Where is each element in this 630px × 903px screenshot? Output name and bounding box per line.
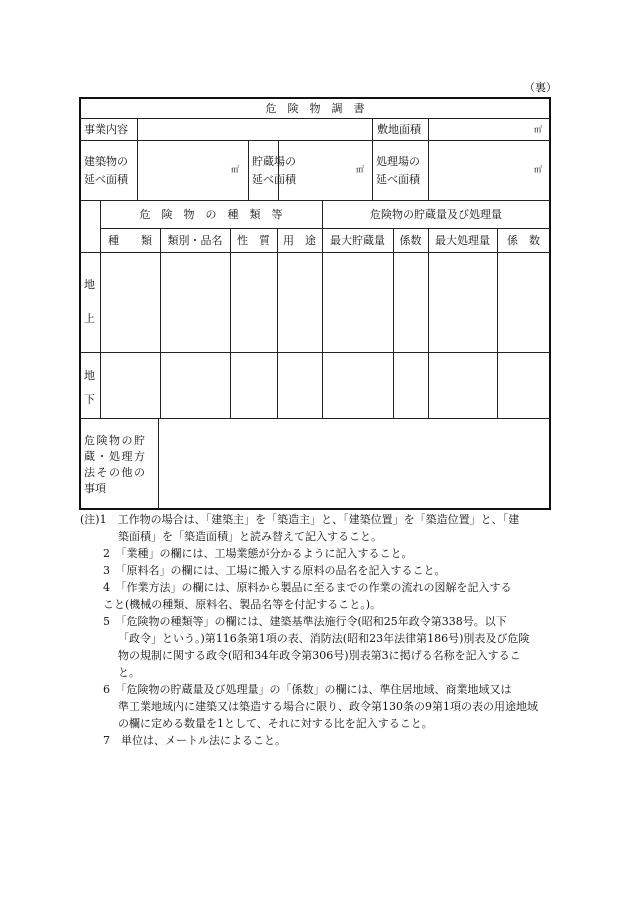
note-line: 準工業地域内に建築又は築造する場合に限り、政令第130条の9第1項の表の用途地域 xyxy=(118,700,538,713)
below-ground-label-1: 地 xyxy=(84,369,95,382)
col-category-item: 類別・品名 xyxy=(167,234,223,247)
rule-under-title xyxy=(80,118,550,119)
table-border-top xyxy=(79,97,551,99)
rule-r2-c xyxy=(278,140,279,200)
rule-under-group-headers xyxy=(100,228,550,229)
note-line: 築面積」を「築造面積」と読み替えて記入すること。 xyxy=(118,530,382,543)
note-line: こと(機械の種類、原料名、製品名等を付記すること。)。 xyxy=(103,598,382,611)
rule-t-c7 xyxy=(497,228,498,418)
rule-under-row2 xyxy=(80,200,550,201)
table-border-right xyxy=(549,97,551,510)
other-matters-label-1: 危険物の貯 xyxy=(84,434,147,447)
rule-t-c3 xyxy=(277,228,278,418)
rule-under-below-ground xyxy=(80,418,550,419)
note-line: 3 「原料名」の欄には、工場に搬入する原料の品名を記入すること。 xyxy=(103,564,446,577)
note-line: 6 「危険物の貯蔵量及び処理量」の「係数」の欄には、準住居地域、商業地域又は xyxy=(103,683,512,696)
rule-other xyxy=(158,418,159,509)
storage-area-unit: ㎡ xyxy=(356,165,364,174)
rule-under-column-headers xyxy=(80,252,550,253)
col-use: 用 途 xyxy=(283,234,316,247)
col-type: 種 類 xyxy=(108,234,152,247)
rule-r2-b xyxy=(248,140,249,200)
above-ground-label-2: 上 xyxy=(84,312,95,325)
other-matters-label-4: 事項 xyxy=(84,482,106,495)
other-matters-label-3: 法その他の xyxy=(84,466,147,479)
note-line: 物の規制に関する政令(昭和34年政令第306号)別表第3に掲げる名称を記入するこ xyxy=(118,649,521,662)
col-processing-coefficient: 係 数 xyxy=(507,234,540,247)
note-line: 4 「作業方法」の欄には、原料から製品に至るまでの作業の流れの図解を記入する xyxy=(103,581,512,594)
rule-r1-b xyxy=(372,118,373,140)
rule-r2-e xyxy=(428,140,429,200)
col-property: 性 質 xyxy=(237,234,270,247)
form-title: 危 険 物 調 書 xyxy=(265,102,365,115)
note-line: (注)1 工作物の場合は、「建築主」を「築造主」と、「建築位置」を「築造位置」と、「建 xyxy=(80,513,520,526)
note-line: 「政令」という。)第116条第1項の表、消防法(昭和23年法律第186号)別表及び危険 xyxy=(118,632,530,645)
page-side-label: （裏） xyxy=(524,81,557,94)
rule-r1-c xyxy=(428,118,429,140)
rule-r1-a xyxy=(137,118,138,140)
processing-area-unit: ㎡ xyxy=(534,165,542,174)
site-area-label: 敷地面積 xyxy=(377,123,421,136)
col-storage-coefficient: 係数 xyxy=(399,234,422,247)
storage-floor-area-label-2: 延べ面積 xyxy=(252,173,296,186)
note-line: 5 「危険物の種類等」の欄には、建築基準法施行令(昭和25年政令第338号。以下 xyxy=(103,615,507,628)
rule-under-above-ground xyxy=(80,352,550,353)
storage-processing-group-header: 危険物の貯蔵量及び処理量 xyxy=(370,208,502,221)
note-line: の欄に定める数量を1として、それに対する比を記入すること。 xyxy=(118,717,433,730)
rule-t-c5 xyxy=(393,228,394,418)
below-ground-label-2: 下 xyxy=(84,393,95,406)
col-max-storage: 最大貯蔵量 xyxy=(330,234,385,247)
building-area-unit: ㎡ xyxy=(231,165,239,174)
rule-t-c2 xyxy=(230,228,231,418)
hazard-type-group-header: 危 険 物 の 種 類 等 xyxy=(139,208,283,221)
col-max-processing: 最大処理量 xyxy=(435,234,490,247)
table-border-bottom xyxy=(79,508,551,510)
processing-floor-area-label-1: 処理場の xyxy=(376,155,420,168)
rule-r2-a xyxy=(137,140,138,200)
note-line: 7 単位は、メートル法によること。 xyxy=(103,734,286,747)
building-floor-area-label-1: 建築物の xyxy=(84,155,128,168)
rule-t-side xyxy=(100,200,101,418)
storage-floor-area-label-1: 貯蔵場の xyxy=(252,155,296,168)
note-line: 2 「業種」の欄には、工場業態が分かるように記入すること。 xyxy=(103,547,413,560)
business-content-label: 事業内容 xyxy=(84,123,128,136)
processing-floor-area-label-2: 延べ面積 xyxy=(376,173,420,186)
rule-r2-d xyxy=(372,140,373,200)
note-line: と。 xyxy=(118,666,140,679)
building-floor-area-label-2: 延べ面積 xyxy=(84,173,128,186)
other-matters-label-2: 蔵・処理方 xyxy=(84,450,147,463)
rule-t-c1 xyxy=(160,228,161,418)
above-ground-label-1: 地 xyxy=(84,278,95,291)
table-border-left xyxy=(79,97,81,510)
rule-under-row1 xyxy=(80,140,550,141)
site-area-unit: ㎡ xyxy=(534,125,542,134)
rule-t-c6 xyxy=(428,228,429,418)
rule-t-group-split xyxy=(322,200,323,418)
